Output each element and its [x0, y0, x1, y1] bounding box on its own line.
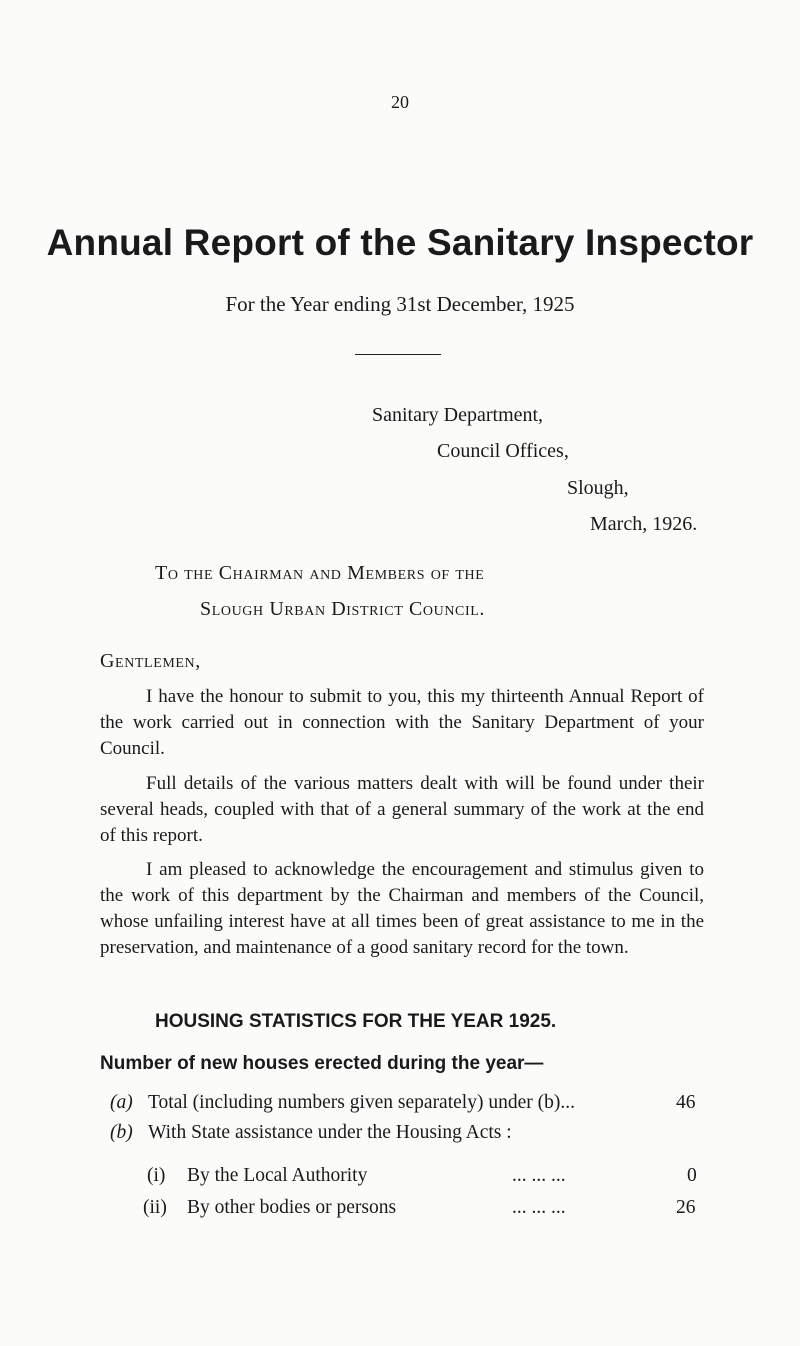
- paragraph-2: Full details of the various matters dealt with will be found under their several heads, coupled with that of a general summary of the work at the end of this report.: [100, 773, 704, 846]
- subitem-ii-label: (ii): [143, 1197, 167, 1218]
- item-a-label: [110, 1092, 133, 1114]
- item-a-value: 46: [676, 1092, 696, 1113]
- paragraph-3: I am pleased to acknowledge the encouragement and stimulus given to the work of this department by the Chairman and members of the Council, whose unfailing interest have at all times been of great assistance to me in the preservation, and maintenance of a good sanitary record for the town.: [100, 859, 704, 958]
- subitem-i-label: (i): [147, 1165, 166, 1186]
- address-line-offices: Council Offices,: [437, 440, 569, 462]
- subitem-i-leaders: ... ... ...: [512, 1165, 566, 1186]
- subitem-i-value: 0: [687, 1165, 697, 1186]
- report-subtitle: For the Year ending 31st December, 1925: [225, 292, 575, 316]
- addressee-line-1: To the Chairman and Members of the: [155, 562, 485, 584]
- divider-rule: [355, 354, 441, 355]
- address-line-date: March, 1926.: [590, 513, 698, 535]
- item-b-label: (b): [110, 1122, 133, 1143]
- subitem-ii-text: By other bodies or persons: [187, 1197, 397, 1218]
- item-a-letter: (a): [110, 1092, 133, 1113]
- report-title: Annual Report of the Sanitary Inspector: [46, 222, 754, 263]
- housing-heading: HOUSING STATISTICS FOR THE YEAR 1925.: [155, 1011, 557, 1032]
- subitem-i-text: By the Local Authority: [187, 1165, 368, 1186]
- addressee-line-2: Slough Urban District Council.: [200, 598, 486, 620]
- address-line-department: Sanitary Department,: [372, 404, 544, 426]
- address-line-town: Slough,: [567, 477, 629, 499]
- page-number: 20: [391, 92, 409, 112]
- housing-subheading: Number of new houses erected during the year—: [100, 1053, 544, 1074]
- salutation: Gentlemen,: [100, 650, 201, 672]
- item-a-text: Total (including numbers given separately) under (b)...: [148, 1092, 575, 1113]
- item-b-text: With State assistance under the Housing Acts :: [148, 1122, 512, 1143]
- subitem-ii-value: 26: [676, 1197, 696, 1218]
- subitem-ii-leaders: ... ... ...: [512, 1197, 566, 1218]
- paragraph-1: I have the honour to submit to you, this my thirteenth Annual Report of the work carried out in connection with the Sanitary Department of your Council.: [100, 686, 704, 759]
